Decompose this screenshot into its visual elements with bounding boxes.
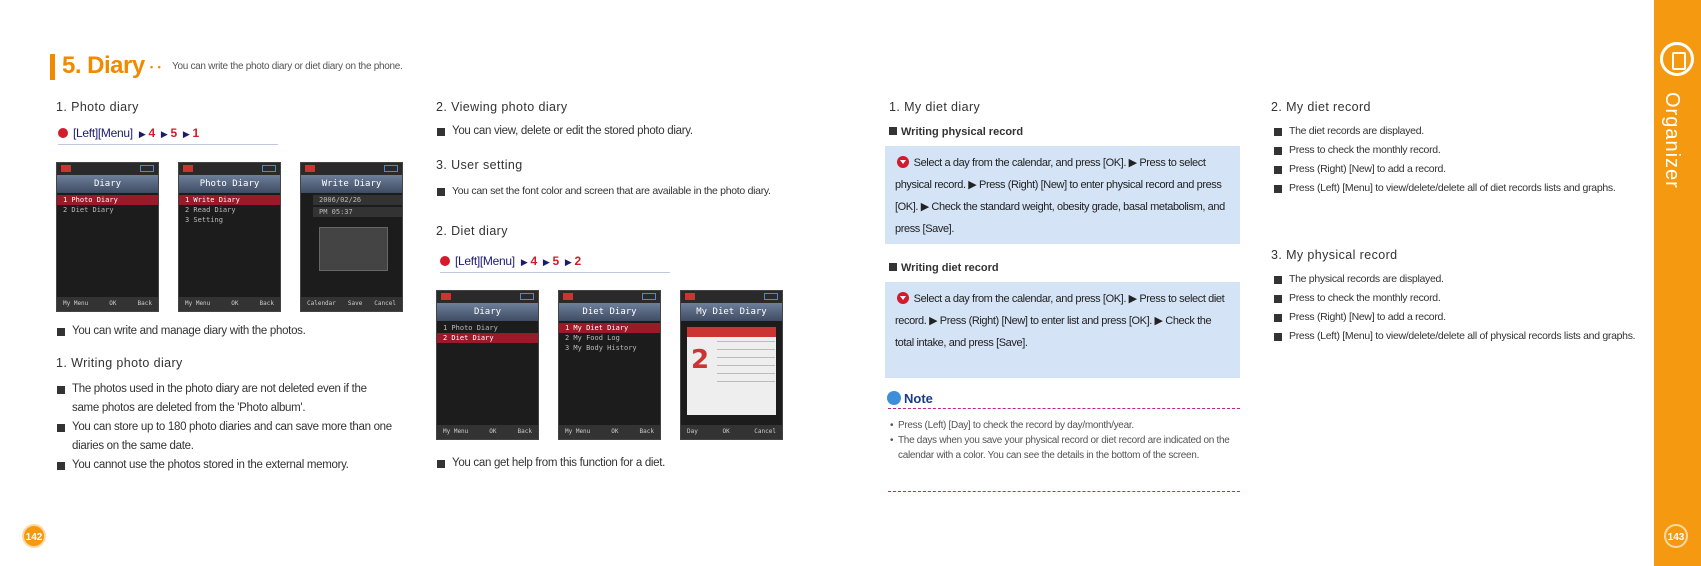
sub-heading-diet-record bbox=[889, 262, 999, 274]
photo-placeholder bbox=[319, 227, 388, 271]
section-heading-viewing: 2. Viewing photo diary bbox=[436, 100, 568, 114]
menu-key-1: 4 bbox=[148, 126, 155, 140]
menu-path-diet-diary bbox=[440, 254, 670, 273]
sub-heading-text: Writing physical record bbox=[901, 126, 1024, 138]
viewing-list bbox=[436, 122, 816, 141]
softkey-center: OK bbox=[231, 300, 239, 307]
list-item: The photos used in the photo diary are not deleted even if the same photos are deleted from the 'Photo album'. bbox=[56, 380, 396, 418]
signal-icon bbox=[685, 293, 695, 300]
time-field: PM 05:37 bbox=[313, 207, 402, 217]
note-item: • The days when you save your physical record or diet record are indicated on the calendar with a color. You can see the details in the bottom of the screen. bbox=[890, 433, 1235, 463]
screen-title: Diary bbox=[57, 175, 158, 193]
page-number-right: 143 bbox=[1664, 524, 1688, 548]
battery-icon bbox=[140, 165, 154, 172]
battery-icon bbox=[384, 165, 398, 172]
status-bar bbox=[301, 163, 402, 175]
note-heading bbox=[887, 391, 933, 406]
status-bar bbox=[681, 291, 782, 303]
status-bar bbox=[179, 163, 280, 175]
section-heading-my-physical-record: 3. My physical record bbox=[1271, 248, 1398, 262]
phone-screen-photo-diary bbox=[178, 162, 281, 312]
screen-row: 2 Diet Diary bbox=[437, 333, 538, 343]
softkey-left: My Menu bbox=[443, 428, 469, 435]
section-heading-user-setting: 3. User setting bbox=[436, 158, 523, 172]
arrow-icon: ▶ bbox=[542, 257, 550, 267]
list-item: Press (Right) [New] to add a record. bbox=[1273, 308, 1643, 327]
signal-icon bbox=[183, 165, 193, 172]
screen-title: Write Diary bbox=[301, 175, 402, 193]
diet-diary-list bbox=[436, 454, 816, 473]
softkey-center: Save bbox=[347, 300, 363, 307]
list-item: Press (Left) [Menu] to view/delete/delete all of diet records lists and graphs. bbox=[1273, 179, 1643, 198]
title-accent-bar bbox=[50, 54, 55, 80]
screen-row: 1 Write Diary bbox=[179, 195, 280, 205]
softkey-left: My Menu bbox=[565, 428, 591, 435]
info-box-diet-record bbox=[885, 282, 1240, 378]
note-item: • Press (Left) [Day] to check the record by day/month/year. bbox=[890, 418, 1235, 433]
menu-key-3: 2 bbox=[574, 254, 581, 268]
list-item: You can store up to 180 photo diaries and can save more than one diaries on the same date. bbox=[56, 418, 396, 456]
list-item: Press (Right) [New] to add a record. bbox=[1273, 160, 1643, 179]
softkey-center: OK bbox=[489, 428, 497, 435]
softkey-right: Back bbox=[517, 428, 532, 435]
list-item: Press (Left) [Menu] to view/delete/delete all of physical records lists and graphs. bbox=[1273, 327, 1643, 346]
softkey-left: My Menu bbox=[63, 300, 89, 307]
calendar-grid bbox=[717, 339, 775, 389]
note-divider-bottom bbox=[888, 491, 1240, 492]
softkey-right: Back bbox=[259, 300, 274, 307]
softkey-right: Back bbox=[639, 428, 654, 435]
arrow-icon: ▶ bbox=[138, 129, 146, 139]
screen-row: 3 My Body History bbox=[565, 344, 637, 352]
title-dots: • • bbox=[150, 62, 162, 72]
softkey-center: OK bbox=[722, 428, 730, 435]
page-number-left: 142 bbox=[22, 524, 46, 548]
arrow-icon: ▶ bbox=[520, 257, 528, 267]
section-heading-diet-diary: 2. Diet diary bbox=[436, 224, 508, 238]
screen-row: 2 Read Diary bbox=[185, 206, 236, 214]
info-text: Select a day from the calendar, and press [OK]. ▶ Press to select diet record. ▶ Press (Right) [New] to enter list and press [OK]. ▶ Check the total intake, and press [Save]. bbox=[895, 293, 1225, 349]
page-title: 5. Diary bbox=[62, 52, 145, 79]
softkey-center: OK bbox=[109, 300, 117, 307]
user-setting-list bbox=[436, 182, 816, 201]
phone-screen-write-diary bbox=[300, 162, 403, 312]
arrow-icon: ▶ bbox=[564, 257, 572, 267]
phone-screen-diary-2 bbox=[436, 290, 539, 440]
softkey-center: OK bbox=[611, 428, 619, 435]
side-tab-label: Organizer bbox=[1661, 92, 1683, 189]
info-text: Select a day from the calendar, and press [OK]. ▶ Press to select physical record. ▶ Press (Right) [New] to enter physical record and press [OK]. ▶ Check the standard weight, obesity grade, basal metabolism, and press [Save]. bbox=[895, 157, 1225, 235]
phone-screen-my-diet-diary bbox=[680, 290, 783, 440]
battery-icon bbox=[262, 165, 276, 172]
softkey-right: Cancel bbox=[754, 428, 776, 435]
navigation-key-icon bbox=[897, 156, 909, 168]
signal-icon bbox=[563, 293, 573, 300]
status-bar bbox=[559, 291, 660, 303]
list-item: Press to check the monthly record. bbox=[1273, 141, 1643, 160]
signal-icon bbox=[441, 293, 451, 300]
red-key-icon bbox=[58, 128, 68, 138]
note-title: Note bbox=[904, 391, 933, 406]
screen-row: 3 Setting bbox=[185, 216, 223, 224]
info-box-physical-record bbox=[885, 146, 1240, 244]
sub-heading-text: Writing diet record bbox=[901, 262, 999, 274]
arrow-icon: ▶ bbox=[160, 129, 168, 139]
writing-photo-diary-list bbox=[56, 380, 396, 475]
battery-icon bbox=[520, 293, 534, 300]
softkey-left: Calendar bbox=[307, 300, 336, 307]
screen-row: 1 Photo Diary bbox=[443, 324, 498, 332]
menu-key-3: 1 bbox=[192, 126, 199, 140]
list-item: Press to check the monthly record. bbox=[1273, 289, 1643, 308]
menu-key-2: 5 bbox=[552, 254, 559, 268]
section-heading-my-diet-record: 2. My diet record bbox=[1271, 100, 1371, 114]
organizer-icon bbox=[1660, 42, 1694, 76]
note-divider-top bbox=[888, 408, 1240, 409]
list-item: The physical records are displayed. bbox=[1273, 270, 1643, 289]
note-icon bbox=[887, 391, 901, 405]
status-bar bbox=[437, 291, 538, 303]
note-list bbox=[890, 418, 1235, 463]
list-item: The diet records are displayed. bbox=[1273, 122, 1643, 141]
softkey-left: Day bbox=[687, 428, 698, 435]
screen-title: Photo Diary bbox=[179, 175, 280, 193]
caption-list bbox=[56, 322, 386, 341]
signal-icon bbox=[61, 165, 71, 172]
diet-record-list bbox=[1273, 122, 1643, 198]
softkey-left: My Menu bbox=[185, 300, 211, 307]
caption-text: You can write and manage diary with the photos. bbox=[56, 322, 386, 341]
page-subtitle: You can write the photo diary or diet diary on the phone. bbox=[172, 61, 403, 72]
menu-key-2: 5 bbox=[170, 126, 177, 140]
physical-record-list bbox=[1273, 270, 1643, 346]
screen-title: Diet Diary bbox=[559, 303, 660, 321]
section-heading-my-diet-diary: 1. My diet diary bbox=[889, 100, 981, 114]
red-key-icon bbox=[440, 256, 450, 266]
section-heading-writing-photo-diary: 1. Writing photo diary bbox=[56, 356, 183, 370]
screen-row: 2 My Food Log bbox=[565, 334, 620, 342]
status-bar bbox=[57, 163, 158, 175]
screen-title: Diary bbox=[437, 303, 538, 321]
menu-path-photo-diary bbox=[58, 126, 278, 145]
list-item: You cannot use the photos stored in the external memory. bbox=[56, 456, 396, 475]
menu-left-label: [Left][Menu] bbox=[455, 254, 515, 268]
sub-heading-physical-record bbox=[889, 126, 1023, 138]
list-item: You can get help from this function for a diet. bbox=[436, 454, 816, 473]
phone-screen-diet-diary bbox=[558, 290, 661, 440]
list-item: You can set the font color and screen that are available in the photo diary. bbox=[436, 182, 816, 201]
navigation-key-icon bbox=[897, 292, 909, 304]
menu-left-label: [Left][Menu] bbox=[73, 126, 133, 140]
softkey-right: Back bbox=[137, 300, 152, 307]
calendar-month-icon: 2 bbox=[691, 345, 710, 375]
section-heading-photo-diary: 1. Photo diary bbox=[56, 100, 139, 114]
screen-row: 1 My Diet Diary bbox=[559, 323, 660, 333]
battery-icon bbox=[642, 293, 656, 300]
list-item: You can view, delete or edit the stored photo diary. bbox=[436, 122, 816, 141]
date-field: 2006/02/26 bbox=[313, 195, 402, 205]
screen-title: My Diet Diary bbox=[681, 303, 782, 321]
phone-screen-diary bbox=[56, 162, 159, 312]
softkey-right: Cancel bbox=[374, 300, 396, 307]
screen-row: 2 Diet Diary bbox=[63, 206, 114, 214]
battery-icon bbox=[764, 293, 778, 300]
menu-key-1: 4 bbox=[530, 254, 537, 268]
screen-row: 1 Photo Diary bbox=[57, 195, 158, 205]
side-tab bbox=[1654, 0, 1701, 566]
signal-icon bbox=[305, 165, 315, 172]
arrow-icon: ▶ bbox=[182, 129, 190, 139]
